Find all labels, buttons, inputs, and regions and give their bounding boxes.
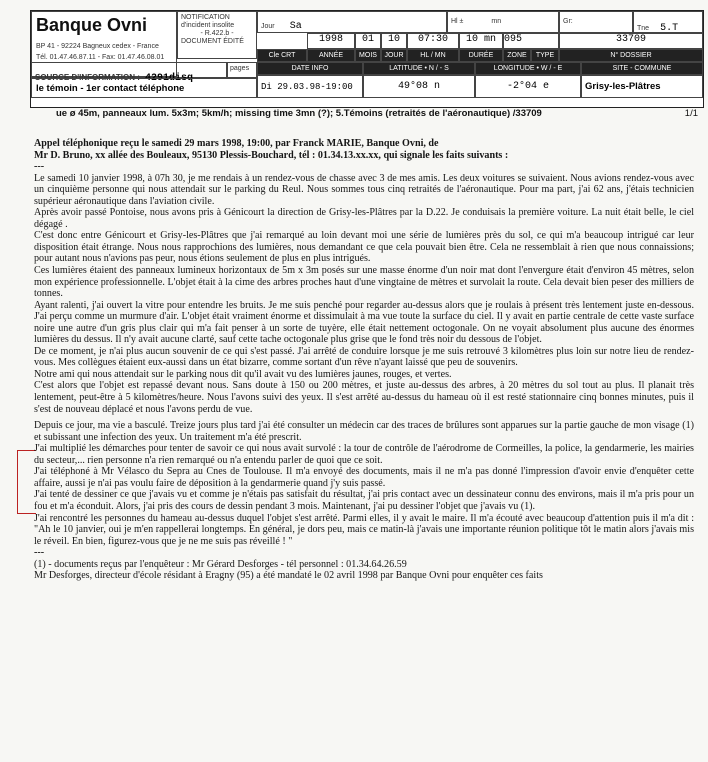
label-duree: DURÉE bbox=[459, 49, 503, 62]
label-site: SITE - COMMUNE bbox=[581, 62, 703, 75]
summary-text: ue ø 45m, panneaux lum. 5x3m; 5km/h; missing time 3mn (?); 5.Témoins (retraités de l'aéronautique) /33709 bbox=[56, 108, 542, 119]
reference-code: - R.422.b - bbox=[200, 30, 234, 37]
brand-name: Banque Ovni bbox=[36, 15, 148, 35]
brand-address: BP 41 - 92224 Bagneux cedex - France bbox=[36, 43, 159, 50]
notification-header bbox=[30, 10, 704, 108]
date-info-value: Di 29.03.98-19:00 bbox=[257, 75, 363, 98]
separator-2: --- bbox=[34, 547, 45, 559]
year-value: 1998 bbox=[307, 33, 355, 49]
label-jour: JOUR bbox=[381, 49, 407, 62]
paragraph-4: Ces lumières étaient des panneaux lumineux horizontaux de 5m x 3m posés sur une masse énorme d'un noir mat dont l'envergure était d'environ 45 mètres, selon mon expérience professionnelle. L'objet était à la cime des arbres proches haut d'une vingtaine de mètres et survolait la route. Cela devait bien peser des milliers de tonnes. bbox=[34, 265, 694, 300]
tne-box bbox=[633, 11, 703, 33]
paragraph-11: J'ai téléphoné à Mr Vélasco du Sepra au Cnes de Toulouse. Il m'a envoyé des documents, mais il ne m'a pas donné l'impression d'avoir envie d'enquêter cette affaire, aussi je n'ai pas voulu faire de déposition à la gendarmerie quand j'y suis passé. bbox=[34, 466, 694, 489]
latitude-value: 49°08 n bbox=[363, 75, 475, 98]
dossier-value: 33709 bbox=[559, 33, 703, 49]
gr-box bbox=[559, 11, 633, 33]
notification-label: NOTIFICATION d'incident insolite bbox=[181, 14, 235, 29]
time-value: 07:30 bbox=[407, 33, 459, 49]
day-box bbox=[257, 11, 447, 33]
paragraph-8: C'est alors que l'objet est repassé devant nous. Sans doute à 150 ou 200 mètres, et juste au-dessus des arbres, à 20 mètres du sol tout au plus. Il planait très lentement, peut-être à 5 kilomètres/heure. Nous l'avons suivi des yeux. Il s'est arrêté au-dessus du hameau où il est resté stationnaire cinq bonnes minutes, puis il s'est de nouveau déplacé et nous l'avons perdu de vue. bbox=[34, 380, 694, 415]
mn-label: mn bbox=[491, 18, 502, 25]
longitude-value: -2°04 e bbox=[475, 75, 581, 98]
label-zone: ZONE bbox=[503, 49, 531, 62]
paragraph-12: J'ai tenté de dessiner ce que j'avais vu et comme je n'étais pas satisfait du résultat, j'ai pris contact avec un dessinateur connu des environs, mais il m'a pris pour un fou et m'a éconduit. Alors, j'ai pris des cours de dessin pendant 3 mois. Maintenant, j'ai pu dessiner l'objet que j'avais vu (1). bbox=[34, 489, 694, 512]
paragraph-9: Depuis ce jour, ma vie a basculé. Treize jours plus tard j'ai été consulter un médecin car des traces de brûlures sont apparues sur la partie gauche de mon visage (1) et subissant une infection des yeux. Un traitement m'a été prescrit. bbox=[34, 420, 694, 443]
site-value: Grisy-les-Plâtres bbox=[581, 75, 703, 98]
tne-label: Tne bbox=[637, 25, 650, 32]
zone-value: 095 bbox=[503, 33, 559, 49]
footnote-2: Mr Desforges, directeur d'école résidant à Eragny (95) a été mandaté le 02 avril 1998 par Banque Ovni pour enquêter ces faits bbox=[34, 570, 543, 582]
label-hl-mn: HL / MN bbox=[407, 49, 459, 62]
intro-line-1: Appel téléphonique reçu le samedi 29 mars 1998, 19:00, par Franck MARIE, Banque Ovni, de bbox=[34, 138, 439, 149]
day-value: 10 bbox=[381, 33, 407, 49]
month-value: 01 bbox=[355, 33, 381, 49]
intro-line-2: Mr D. Bruno, xx allée des Bouleaux, 95130 Plessis-Bouchard, tél : 01.34.13.xx.xx, qui signale les faits suivants : bbox=[34, 149, 509, 161]
label-longitude: LONGITUDE • W / - E bbox=[475, 62, 581, 75]
day-name: Sa bbox=[289, 21, 302, 32]
paragraph-1: Le samedi 10 janvier 1998, à 07h 30, je me rendais à un rendez-vous de chasse avec 3 de mes amis. Les deux voitures se suivaient. Nous avions rendez-vous avec un cinquième personne qui nous attendait sur le parking du Reul. Nous sommes tous cinq retraités de l'aéronautique. Pour ma part, j'ai 62 ans, j'étais technicien supérieur aéronautique dans l'aviation civile. bbox=[34, 172, 694, 207]
notification-label-box bbox=[177, 11, 257, 59]
tne-value: 5.T bbox=[660, 23, 679, 34]
gr-label: Gr: bbox=[563, 18, 573, 25]
footnote-1: (1) - documents reçus par l'enquêteur : Mr Gérard Desforges - tél personnel : 01.34.64.26.59 bbox=[34, 558, 407, 570]
paragraph-5: Ayant ralenti, j'ai ouvert la vitre pour entendre les bruits. Je me suis penché pour regarder au-dessus alors que je roulais à présent très lentement juste en-dessous. J'ai perçu comme un murmure d'air. L'objet était vraiment énorme et dissimulait à ma vue toute la surface du ciel. Il y avait en partie centrale de cette vaste surface noire une autre d'un gris plus clair qui m'a fait penser à un sorte de tuyère, elle était nettement octogonale. On ne voyait absolument plus aucune des énormes lumières du dessus. Il n'y avait aucune clarté, sauf cette tache octogonale plus grise que le fond très noir du dessous de l'objet. bbox=[34, 299, 694, 346]
label-annee: ANNÉE bbox=[307, 49, 355, 62]
hl-label: Hl ± bbox=[451, 18, 464, 25]
paragraph-2: Après avoir passé Pontoise, nous avons pris à Génicourt la direction de Grisy-les-Plâtres par la D.22. Je conduisais la première voiture. La nuit était belle, le ciel dégagé . bbox=[34, 207, 694, 230]
duration-value: 10 mn bbox=[459, 33, 503, 49]
paragraph-13: J'ai rencontré les personnes du hameau au-dessus duquel l'objet s'est arrêté. Parmi elles, il y avait le maire. Il m'a écouté avec beaucoup d'attention puis il m'a dit : "Ah le 10 janvier, oui je m'en rappellerai longtemps. En général, je dors peu, mais ce matin-là j'avais une importante réunion politique tôt le matin alors j'avais mis le réveil. En bien, figurez-vous que je ne me suis pas réveillé ! " bbox=[34, 512, 694, 547]
paragraph-3: C'est donc entre Génicourt et Grisy-les-Plâtres que j'ai remarqué au loin devant moi une série de lumières près du sol, ce qui m'a beaucoup intrigué car leur disposition était étrange. Nous nous rapprochions des lumières, nous demandant ce que cela pouvait bien être. Cela ne ressemblait à rien que nous connaissions; pour autant nous n'avions pas peur, nous étions seulement de plus en plus intrigués. bbox=[34, 230, 694, 265]
brand-phone: Tél. 01.47.46.87.11 - Fax: 01.47.46.08.01 bbox=[36, 54, 165, 61]
label-cle-crt: Cle CRT bbox=[257, 49, 307, 62]
label-latitude: LATITUDE • N / - S bbox=[363, 62, 475, 75]
jour-label: Jour bbox=[261, 23, 275, 30]
label-mois: MOIS bbox=[355, 49, 381, 62]
source-value: 4291disq bbox=[144, 73, 193, 84]
source-box bbox=[31, 62, 227, 84]
paragraph-6: De ce moment, je n'ai plus aucun souvenir de ce qui s'est passé. J'ai arrêté de conduire lorsque je me suis retrouvé 3 kilomètres plus loin sur notre lieu de rendez-vous. Mes collègues étaient eux-aussi dans un état bizarre, comme sortant d'un rêve n'ayant laissé que peu de souvenirs. bbox=[34, 345, 694, 369]
pages-label: pages bbox=[227, 62, 257, 78]
source-label: SOURCE D'INFORMATION : bbox=[35, 73, 140, 82]
page-number: 1/1 bbox=[684, 108, 698, 119]
label-date-info: DATE INFO bbox=[257, 62, 363, 75]
label-dossier: N° DOSSIER bbox=[559, 49, 703, 62]
summary-line bbox=[30, 108, 702, 120]
paragraph-10: J'ai multiplié les démarches pour tenter de savoir ce qui nous avait survolé : la tour de contrôle de l'aérodrome de Cormeilles, la police, la gendarmerie, les mairies du secteur,... rien personne n'a rien remarqué ou n'a entendu parler de quoi que ce soit. bbox=[34, 443, 694, 466]
report-body bbox=[34, 138, 694, 582]
paragraph-7: Notre ami qui nous attendait sur le parking nous dit qu'il avait vu des lumières jaunes, rouges, et vertes. bbox=[34, 368, 452, 380]
hl-box bbox=[447, 11, 559, 33]
separator-1: --- bbox=[34, 161, 45, 173]
label-type: TYPE bbox=[531, 49, 559, 62]
witness-source: le témoin - 1er contact téléphone bbox=[31, 78, 257, 98]
document-label: DOCUMENT ÉDITÉ bbox=[181, 38, 244, 45]
